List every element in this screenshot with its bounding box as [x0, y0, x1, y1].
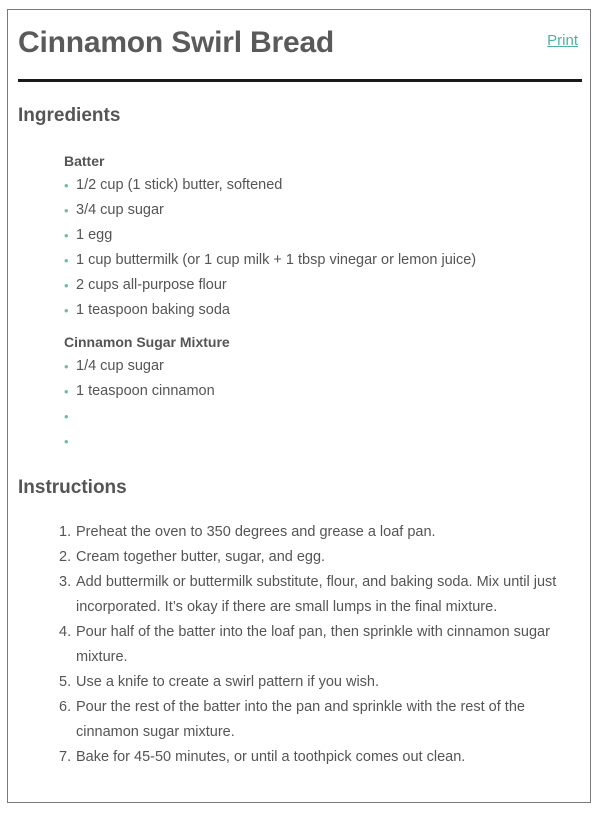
- ingredient-item: [64, 223, 564, 248]
- ingredient-item: [64, 198, 564, 223]
- step-number: 6.: [59, 699, 72, 715]
- instruction-step: [50, 620, 570, 670]
- ingredient-text: 1/2 cup (1 stick) butter, softened: [76, 177, 283, 193]
- ingredient-item-empty: [64, 404, 564, 429]
- instruction-step: [50, 695, 570, 745]
- step-text: Bake for 45-50 minutes, or until a toothpick comes out clean.: [76, 749, 466, 765]
- ingredient-item: [64, 298, 564, 323]
- step-text: Preheat the oven to 350 degrees and grease a loaf pan.: [76, 524, 436, 540]
- instructions-heading: Instructions: [18, 477, 127, 498]
- ingredient-group-title: Cinnamon Sugar Mixture: [64, 334, 230, 350]
- instruction-step: [50, 545, 570, 570]
- step-number: 1.: [59, 524, 72, 540]
- step-number: 5.: [59, 674, 72, 690]
- ingredient-item: [64, 354, 564, 379]
- recipe-title: Cinnamon Swirl Bread: [18, 26, 335, 59]
- bullet-icon: •: [64, 359, 69, 374]
- instruction-step: [50, 570, 570, 620]
- bullet-icon: •: [64, 303, 69, 318]
- step-text: Use a knife to create a swirl pattern if you wish.: [76, 674, 380, 690]
- bullet-icon: •: [64, 253, 69, 268]
- ingredient-item: [64, 248, 564, 273]
- ingredient-list: [64, 354, 564, 454]
- recipe-card: [7, 9, 591, 803]
- instruction-step: [50, 745, 570, 770]
- ingredient-item: [64, 379, 564, 404]
- ingredient-list: [64, 173, 564, 323]
- step-number: 7.: [59, 749, 72, 765]
- ingredient-group-title: Batter: [64, 153, 105, 169]
- instruction-step: [50, 670, 570, 695]
- bullet-icon: •: [64, 434, 69, 449]
- header-divider: [18, 79, 582, 82]
- ingredient-text: 1 teaspoon baking soda: [76, 302, 230, 318]
- instruction-list: [50, 520, 570, 770]
- step-text: Pour the rest of the batter into the pan and sprinkle with the rest of the cinnamon sugar mixture.: [76, 699, 525, 740]
- print-link[interactable]: Print: [547, 32, 578, 49]
- ingredient-item-empty: [64, 429, 564, 454]
- recipe-header: [8, 10, 590, 82]
- step-text: Pour half of the batter into the loaf pan, then sprinkle with cinnamon sugar mixture.: [76, 624, 550, 665]
- bullet-icon: •: [64, 203, 69, 218]
- ingredient-text: 1 teaspoon cinnamon: [76, 383, 215, 399]
- step-text: Add buttermilk or buttermilk substitute, flour, and baking soda. Mix until just incorporated. It’s okay if there are small lumps in the final mixture.: [76, 574, 557, 615]
- bullet-icon: •: [64, 384, 69, 399]
- step-number: 2.: [59, 549, 72, 565]
- ingredient-item: [64, 273, 564, 298]
- ingredients-section: [64, 151, 564, 454]
- bullet-icon: •: [64, 278, 69, 293]
- ingredients-heading: Ingredients: [18, 105, 121, 126]
- instruction-step: [50, 520, 570, 545]
- step-number: 3.: [59, 574, 72, 590]
- ingredient-item: [64, 173, 564, 198]
- step-text: Cream together butter, sugar, and egg.: [76, 549, 326, 565]
- ingredient-text: 1/4 cup sugar: [76, 358, 164, 374]
- step-number: 4.: [59, 624, 72, 640]
- bullet-icon: •: [64, 228, 69, 243]
- ingredient-text: 1 cup buttermilk (or 1 cup milk + 1 tbsp vinegar or lemon juice): [76, 252, 477, 268]
- ingredient-text: 2 cups all-purpose flour: [76, 277, 227, 293]
- bullet-icon: •: [64, 178, 69, 193]
- bullet-icon: •: [64, 409, 69, 424]
- ingredient-text: 3/4 cup sugar: [76, 202, 164, 218]
- ingredient-text: 1 egg: [76, 227, 113, 243]
